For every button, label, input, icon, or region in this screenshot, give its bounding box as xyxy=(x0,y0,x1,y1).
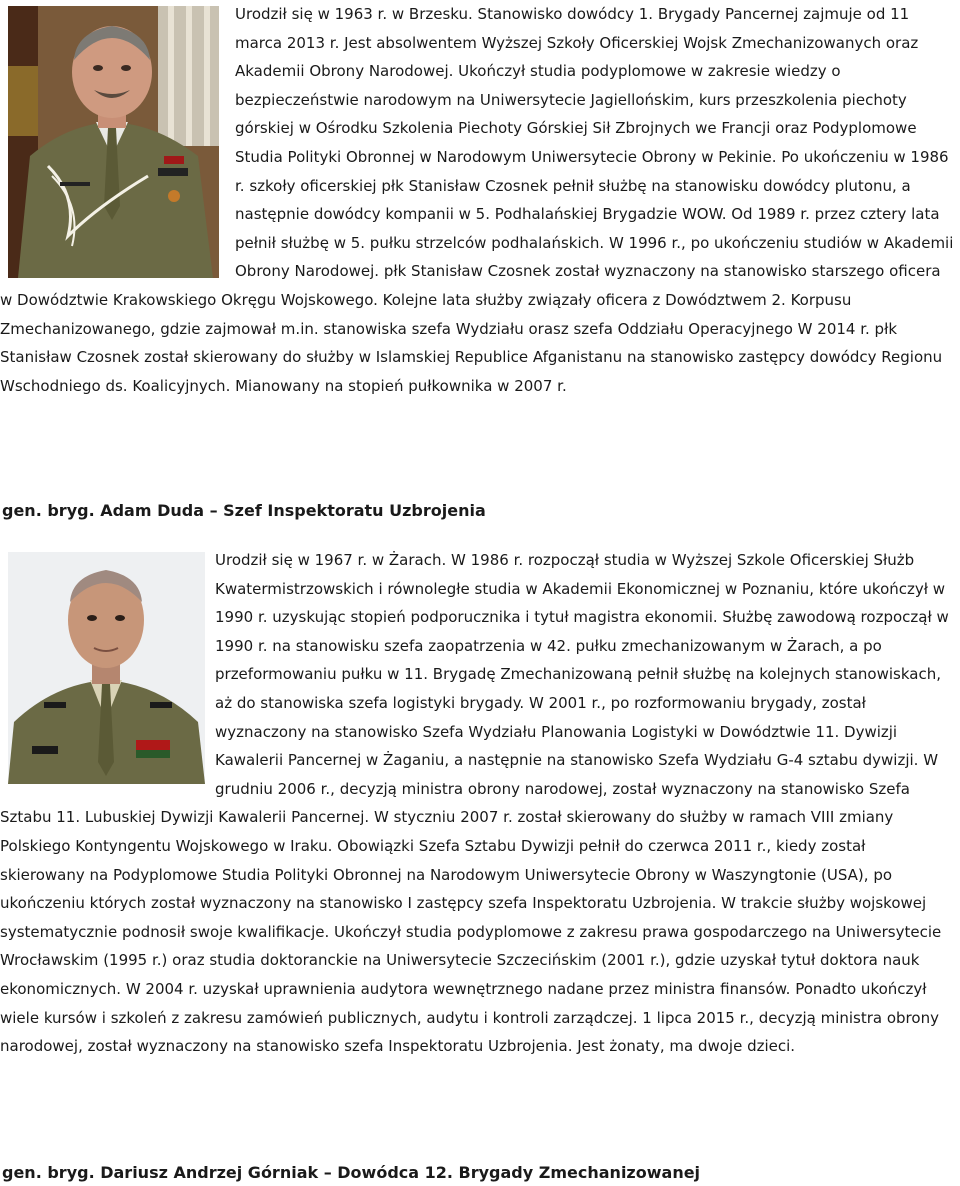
bio-text-1: Urodził się w 1963 r. w Brzesku. Stanowisko dowódcy 1. Brygady Pancernej zajmuje od 11 marca 2013 r. Jest absolwentem Wyższej Szkoły Oficerskiej Wojsk Zmechanizowanych oraz Akademii Obrony Narodowej. Ukończył studia podyplomowe w zakresie wiedzy o bezpieczeństwie narodowym na Uniwersytecie Jagiellońskim, kurs przeszkolenia piechoty górskiej w Ośrodku Szkolenia Piechoty Górskiej Sił Zbrojnych we Francji oraz Podyplomowe Studia Polityki Obronnej w Narodowym Uniwersytecie Obrony w Pekinie. Po ukończeniu w 1986 r. szkoły oficerskiej płk Stanisław Czosnek pełnił służbę na stanowisku dowódcy plutonu, a następnie dowódcy kompanii w 5. Podhalańskiej Brygadzie WOW. Od 1989 r. przez cztery lata pełnił służbę w 5. pułku strzelców podhalańskich. W 1996 r., po ukończeniu studiów w Akademii Obrony Narodowej. płk Stanisław Czosnek został wyznaczony na stanowisko starszego oficera w Dowództwie Krakowskiego Okręgu Wojskowego. Kolejne lata służby związały oficera z Dowództwem 2. Korpusu Zmechanizowanego, gdzie zajmował m.in. stanowiska szefa Wydziału orasz szefa Oddziału Operacyjnego W 2014 r. płk Stanisław Czosnek został skierowany do służby w Islamskiej Republice Afganistanu na stanowisko zastępcy dowódcy Regionu Wschodniego ds. Koalicyjnych. Mianowany na stopień pułkownika w 2007 r. xyxy=(0,5,954,395)
portrait-photo-officer-1 xyxy=(8,6,219,278)
section-heading-dariusz-gorniak: gen. bryg. Dariusz Andrzej Górniak – Dowódca 12. Brygady Zmechanizowanej xyxy=(2,1163,701,1182)
section-heading-adam-duda: gen. bryg. Adam Duda – Szef Inspektoratu Uzbrojenia xyxy=(2,501,486,520)
bio-section-1 xyxy=(0,0,958,400)
bio-text-2: Urodził się w 1967 r. w Żarach. W 1986 r. rozpoczął studia w Wyższej Szkole Oficerskiej Służb Kwatermistrzowskich i równoległe studia w Akademii Ekonomicznej w Poznaniu, które ukończył w 1990 r. uzyskując stopień podporucznika i tytuł magistra ekonomii. Służbę zawodową rozpoczął w 1990 r. na stanowisku szefa zaopatrzenia w 42. pułku zmechanizowanym w Żarach, a po przeformowaniu pułku w 11. Brygadę Zmechanizowaną pełnił służbę na kolejnych stanowiskach, aż do stanowiska szefa logistyki brygady. W 2001 r., po rozformowaniu brygady, został wyznaczony na stanowisko Szefa Wydziału Planowania Logistyki w Dowództwie 11. Dywizji Kawalerii Pancernej w Żaganiu, a następnie na stanowisko Szefa Wydziału G-4 sztabu dywizji. W grudniu 2006 r., decyzją ministra obrony narodowej, został wyznaczony na stanowisko Szefa Sztabu 11. Lubuskiej Dywizji Kawalerii Pancernej. W styczniu 2007 r. został skierowany do służby w ramach VIII zmiany Polskiego Kontyngentu Wojskowego w Iraku. Obowiązki Szefa Sztabu Dywizji pełnił do czerwca 2011 r., kiedy został skierowany na Podyplomowe Studia Polityki Obronnej na Narodowym Uniwersytecie Obrony w Waszyngtonie (USA), po ukończeniu których został wyznaczony na stanowisko I zastępcy szefa Inspektoratu Uzbrojenia. W trakcie służby wojskowej systematycznie podnosił swoje kwalifikacje. Ukończył studia podyplomowe z zakresu prawa gospodarczego na Uniwersytecie Wrocławskim (1995 r.) oraz studia doktoranckie na Uniwersytecie Szczecińskim (2001 r.), gdzie uzyskał tytuł doktora nauk ekonomicznych. W 2004 r. uzyskał uprawnienia audytora wewnętrznego nadane przez ministra finansów. Ponadto ukończył wiele kursów i szkoleń z zakresu zamówień publicznych, audytu i kontroli zarządczej. 1 lipca 2015 r., decyzją ministra obrony narodowej, został wyznaczony na stanowisko szefa Inspektoratu Uzbrojenia. Jest żonaty, ma dwoje dzieci. xyxy=(0,551,949,1056)
bio-section-2 xyxy=(0,546,958,1061)
portrait-photo-adam-duda xyxy=(8,552,205,784)
